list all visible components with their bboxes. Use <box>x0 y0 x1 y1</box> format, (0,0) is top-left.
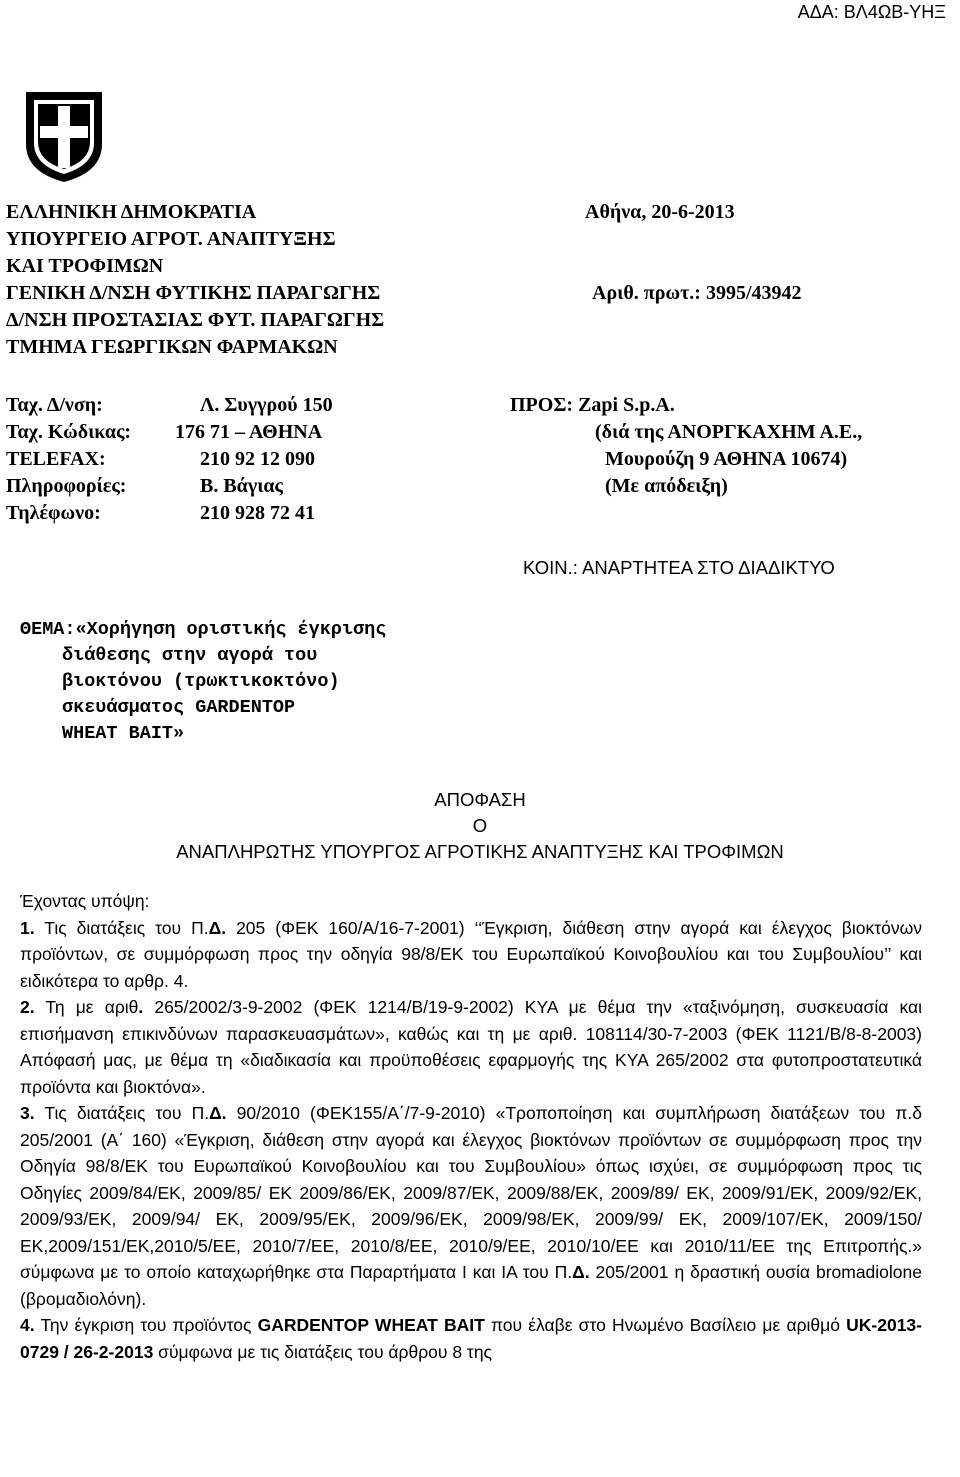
list-item: 1. Τις διατάξεις του Π.Δ. 205 (ΦΕΚ 160/Α/16-7-2001) ‘‘Έγκριση, διάθεση στην αγορά και έλεγχος βιοκτόνων προϊόντων, σε συμμόρφωση προς την οδηγία 98/8/ΕΚ του Ευρωπαϊκού Κοινοβουλίου και του Συμβουλίου’’ και ειδικότερα το αρθρ. 4. <box>20 917 922 991</box>
contact-label: Ταχ. Δ/νση: <box>6 394 103 416</box>
list-item: 4. Την έγκριση του προϊόντος GARDENTOP WHEAT BAIT που έλαβε στο Ηνωμένο Βασίλειο με αριθμό UK-2013-0729 / 26-2-2013 σύμφωνα με τις διατάξεις του άρθρου 8 της <box>20 1315 922 1362</box>
decision-article: Ο <box>472 815 488 836</box>
body-intro: Έχοντας υπόψη: <box>20 891 150 911</box>
contact-label: Πληροφορίες: <box>6 475 127 497</box>
contact-value: Β. Βάγιας <box>200 475 283 497</box>
ada-code: ΑΔΑ: ΒΛ4ΩΒ-ΥΗΞ <box>797 2 946 22</box>
recipient-line: Μουρούζη 9 ΑΘΗΝΑ 10674) <box>605 448 848 470</box>
sender-line: ΕΛΛΗΝΙΚΗ ΔΗΜΟΚΡΑΤΙΑ <box>6 201 257 223</box>
subject-line: WHEAT BAIT» <box>62 723 185 744</box>
sender-line: ΓΕΝΙΚΗ Δ/ΝΣΗ ΦΥΤΙΚΗΣ ΠΑΡΑΓΩΓΗΣ <box>6 282 381 304</box>
sender-line: Δ/ΝΣΗ ΠΡΟΣΤΑΣΙΑΣ ΦΥΤ. ΠΑΡΑΓΩΓΗΣ <box>6 309 385 331</box>
decision-title: ΑΠΟΦΑΣΗ <box>434 789 526 810</box>
sender-line: ΤΜΗΜΑ ΓΕΩΡΓΙΚΩΝ ΦΑΡΜΑΚΩΝ <box>6 336 338 358</box>
recipient-line: (Με απόδειξη) <box>605 475 728 497</box>
sender-line: ΚΑΙ ΤΡΟΦΙΜΩΝ <box>6 255 164 277</box>
contact-value: 210 928 72 41 <box>200 502 315 524</box>
greek-emblem-icon <box>18 86 110 184</box>
recipient-line: (διά της ΑΝΟΡΓΚΑΧΗΜ Α.Ε., <box>595 421 863 443</box>
contact-value: 210 92 12 090 <box>200 448 315 470</box>
subject-block <box>20 617 386 747</box>
subject-line: σκευάσματος GARDENTOP <box>62 697 296 718</box>
decision-body <box>20 888 922 1365</box>
decision-authority: ΑΝΑΠΛΗΡΩΤΗΣ ΥΠΟΥΡΓΟΣ ΑΓΡΟΤΙΚΗΣ ΑΝΑΠΤΥΞΗΣ ΚΑΙ ΤΡΟΦΙΜΩΝ <box>176 841 784 862</box>
protocol-number: Αριθ. πρωτ.: 3995/43942 <box>592 282 802 304</box>
contact-label: TELEFAX: <box>6 448 106 470</box>
sender-line: ΥΠΟΥΡΓΕΙΟ ΑΓΡΟΤ. ΑΝΑΠΤΥΞΗΣ <box>6 228 336 250</box>
subject-line: βιοκτόνου (τρωκτικοκτόνο) <box>62 671 340 692</box>
list-item: 2. Τη με αριθ. 265/2002/3-9-2002 (ΦΕΚ 1214/Β/19-9-2002) ΚΥΑ με θέμα την «ταξινόμηση, συσκευασία και επισήμανση επικινδύνων παρασκευασμάτων», καθώς και τη με αριθ. 108114/30-7-2003 (ΦΕΚ 1121/Β/8-8-2003) Απόφασή μας, με θέμα τη «διαδικασία και προϋποθέσεις εφαρμογής της ΚΥΑ 265/2002 στα φυτοπροστατευτικά προϊόντα και βιοκτόνα». <box>20 997 922 1097</box>
subject-line: διάθεσης στην αγορά του <box>62 645 318 666</box>
subject-line: ΘΕΜΑ:«Χορήγηση οριστικής έγκρισης <box>20 619 387 640</box>
list-item: 3. Τις διατάξεις του Π.Δ. 90/2010 (ΦΕΚ155/Α΄/7-9-2010) «Τροποποίηση και συμπλήρωση διατάξεων του π.δ 205/2001 (Α΄ 160) «Έγκριση, διάθεση στην αγορά και έλεγχος βιοκτόνων προϊόντων σε συμμόρφωση προς την Οδηγία 98/8/ΕΚ του Ευρωπαϊκού Κοινοβουλίου και του Συμβουλίου» όπως ισχύει, σε συμμόρφωση προς τις Οδηγίες 2009/84/ΕΚ, 2009/85/ ΕΚ 2009/86/ΕΚ, 2009/87/ΕΚ, 2009/88/ΕΚ, 2009/89/ ΕΚ, 2009/91/ΕΚ, 2009/92/ΕΚ, 2009/93/ΕΚ, 2009/94/ ΕΚ, 2009/95/ΕΚ, 2009/96/ΕΚ, 2009/98/ΕΚ, 2009/99/ ΕΚ, 2009/107/ΕΚ, 2009/150/ΕΚ,2009/151/ΕΚ,2010/5/ΕΕ, 2010/7/ΕΕ, 2010/8/ΕΕ, 2010/9/ΕΕ, 2010/10/ΕΕ και 2010/11/ΕΕ της Επιτροπής.» σύμφωνα με το οποίο καταχωρήθηκε στα Παραρτήματα Ι και ΙΑ του Π.Δ. 205/2001 η δραστική ουσία bromadiolone (βρομαδιολόνη). <box>20 1103 923 1309</box>
document-date: Αθήνα, 20-6-2013 <box>585 201 735 223</box>
koin-line: ΚΟΙΝ.: ΑΝΑΡΤΗΤΕΑ ΣΤΟ ΔΙΑΔΙΚΤΥΟ <box>523 557 835 578</box>
contact-label: Τηλέφωνο: <box>6 502 101 524</box>
contact-value: 176 71 – ΑΘΗΝΑ <box>175 421 323 443</box>
contact-value: Λ. Συγγρού 150 <box>200 394 333 416</box>
contact-label: Ταχ. Κώδικας: <box>6 421 132 443</box>
recipient-line: ΠΡΟΣ: Zapi S.p.A. <box>510 394 675 416</box>
